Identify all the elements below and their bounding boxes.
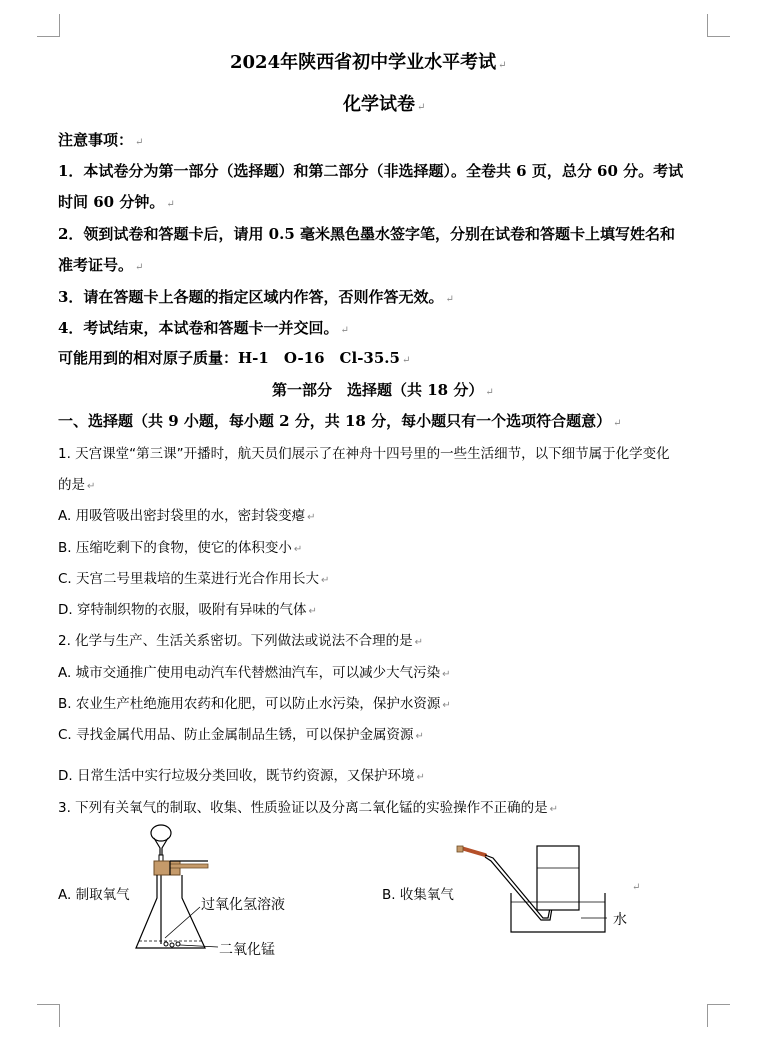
notice-item-2: 2．领到试卷和答题卡后，请用 0.5 毫米黑色墨水签字笔，分别在试卷和答题卡上填写姓名和 [58, 225, 675, 243]
q1-option-d: D. 穿特制织物的衣服，吸附有异味的气体 ↵ [58, 602, 317, 618]
notice-item-3: 3．请在答题卡上各题的指定区域内作答，否则作答无效。 ↵ [58, 288, 454, 306]
q3-b-water-label: 水 [613, 912, 627, 928]
exam-title: 2024年陕西省初中学业水平考试 ↵ [230, 52, 507, 73]
paragraph-mark: ↵ [632, 882, 641, 893]
notice-item-4: 4．考试结束，本试卷和答题卡一并交回。 ↵ [58, 319, 349, 337]
q1-option-a: A. 用吸管吸出密封袋里的水，密封袋变瘪 ↵ [58, 508, 316, 524]
q3-option-b-label: B. 收集氧气 [382, 887, 454, 903]
q1-stem: 1. 天宫课堂“第三课”开播时，航天员们展示了在神舟十四号里的一些生活细节，以下细节属于化学变化 [58, 446, 670, 462]
notice-item-1: 1．本试卷分为第一部分（选择题）和第二部分（非选择题）。全卷共 6 页，总分 60 分。考试 [58, 162, 684, 180]
q3-option-a-label: A. 制取氧气 [58, 887, 130, 903]
notice-item-1-cont: 时间 60 分钟。 ↵ [58, 193, 175, 211]
water-collection-diagram [455, 840, 635, 940]
crop-mark-top-right [707, 14, 730, 37]
crop-mark-top-left [37, 14, 60, 37]
q2-stem: 2. 化学与生产、生活关系密切。下列做法或说法不合理的是 ↵ [58, 633, 424, 649]
notice-heading: 注意事项： ↵ [58, 131, 144, 149]
q1-stem-cont: 的是 ↵ [58, 477, 96, 493]
atomic-masses: 可能用到的相对原子质量：H-1 O-16 Cl-35.5 ↵ [58, 349, 411, 367]
q2-option-b: B. 农业生产杜绝施用农药和化肥，可以防止水污染，保护水资源 ↵ [58, 696, 451, 712]
notice-item-2-cont: 准考证号。 ↵ [58, 256, 144, 274]
crop-mark-bottom-left [37, 1004, 60, 1027]
exam-subtitle: 化学试卷 ↵ [343, 94, 426, 115]
q3-stem: 3. 下列有关氧气的制取、收集、性质验证以及分离二氧化锰的实验操作不正确的是 ↵ [58, 800, 559, 816]
q3-a-reagent-hydrogen-peroxide: 过氧化氢溶液 [201, 897, 285, 913]
part1-heading: 第一部分 选择题（共 18 分） ↵ [272, 381, 494, 399]
q2-option-a: A. 城市交通推广使用电动汽车代替燃油汽车，可以减少大气污染 ↵ [58, 665, 451, 681]
flask-apparatus-diagram [130, 820, 230, 960]
crop-mark-bottom-right [707, 1004, 730, 1027]
q2-option-d: D. 日常生活中实行垃圾分类回收，既节约资源，又保护环境 ↵ [58, 768, 425, 784]
q3-a-reagent-manganese-dioxide: 二氧化锰 [219, 942, 275, 958]
q1-option-c: C. 天宫二号里栽培的生菜进行光合作用长大 ↵ [58, 571, 330, 587]
q1-option-b: B. 压缩吃剩下的食物，使它的体积变小 ↵ [58, 540, 303, 556]
section1-heading: 一、选择题（共 9 小题，每小题 2 分，共 18 分，每小题只有一个选项符合题意） ↵ [58, 412, 622, 430]
q2-option-c: C. 寻找金属代用品、防止金属制品生锈，可以保护金属资源 ↵ [58, 727, 424, 743]
